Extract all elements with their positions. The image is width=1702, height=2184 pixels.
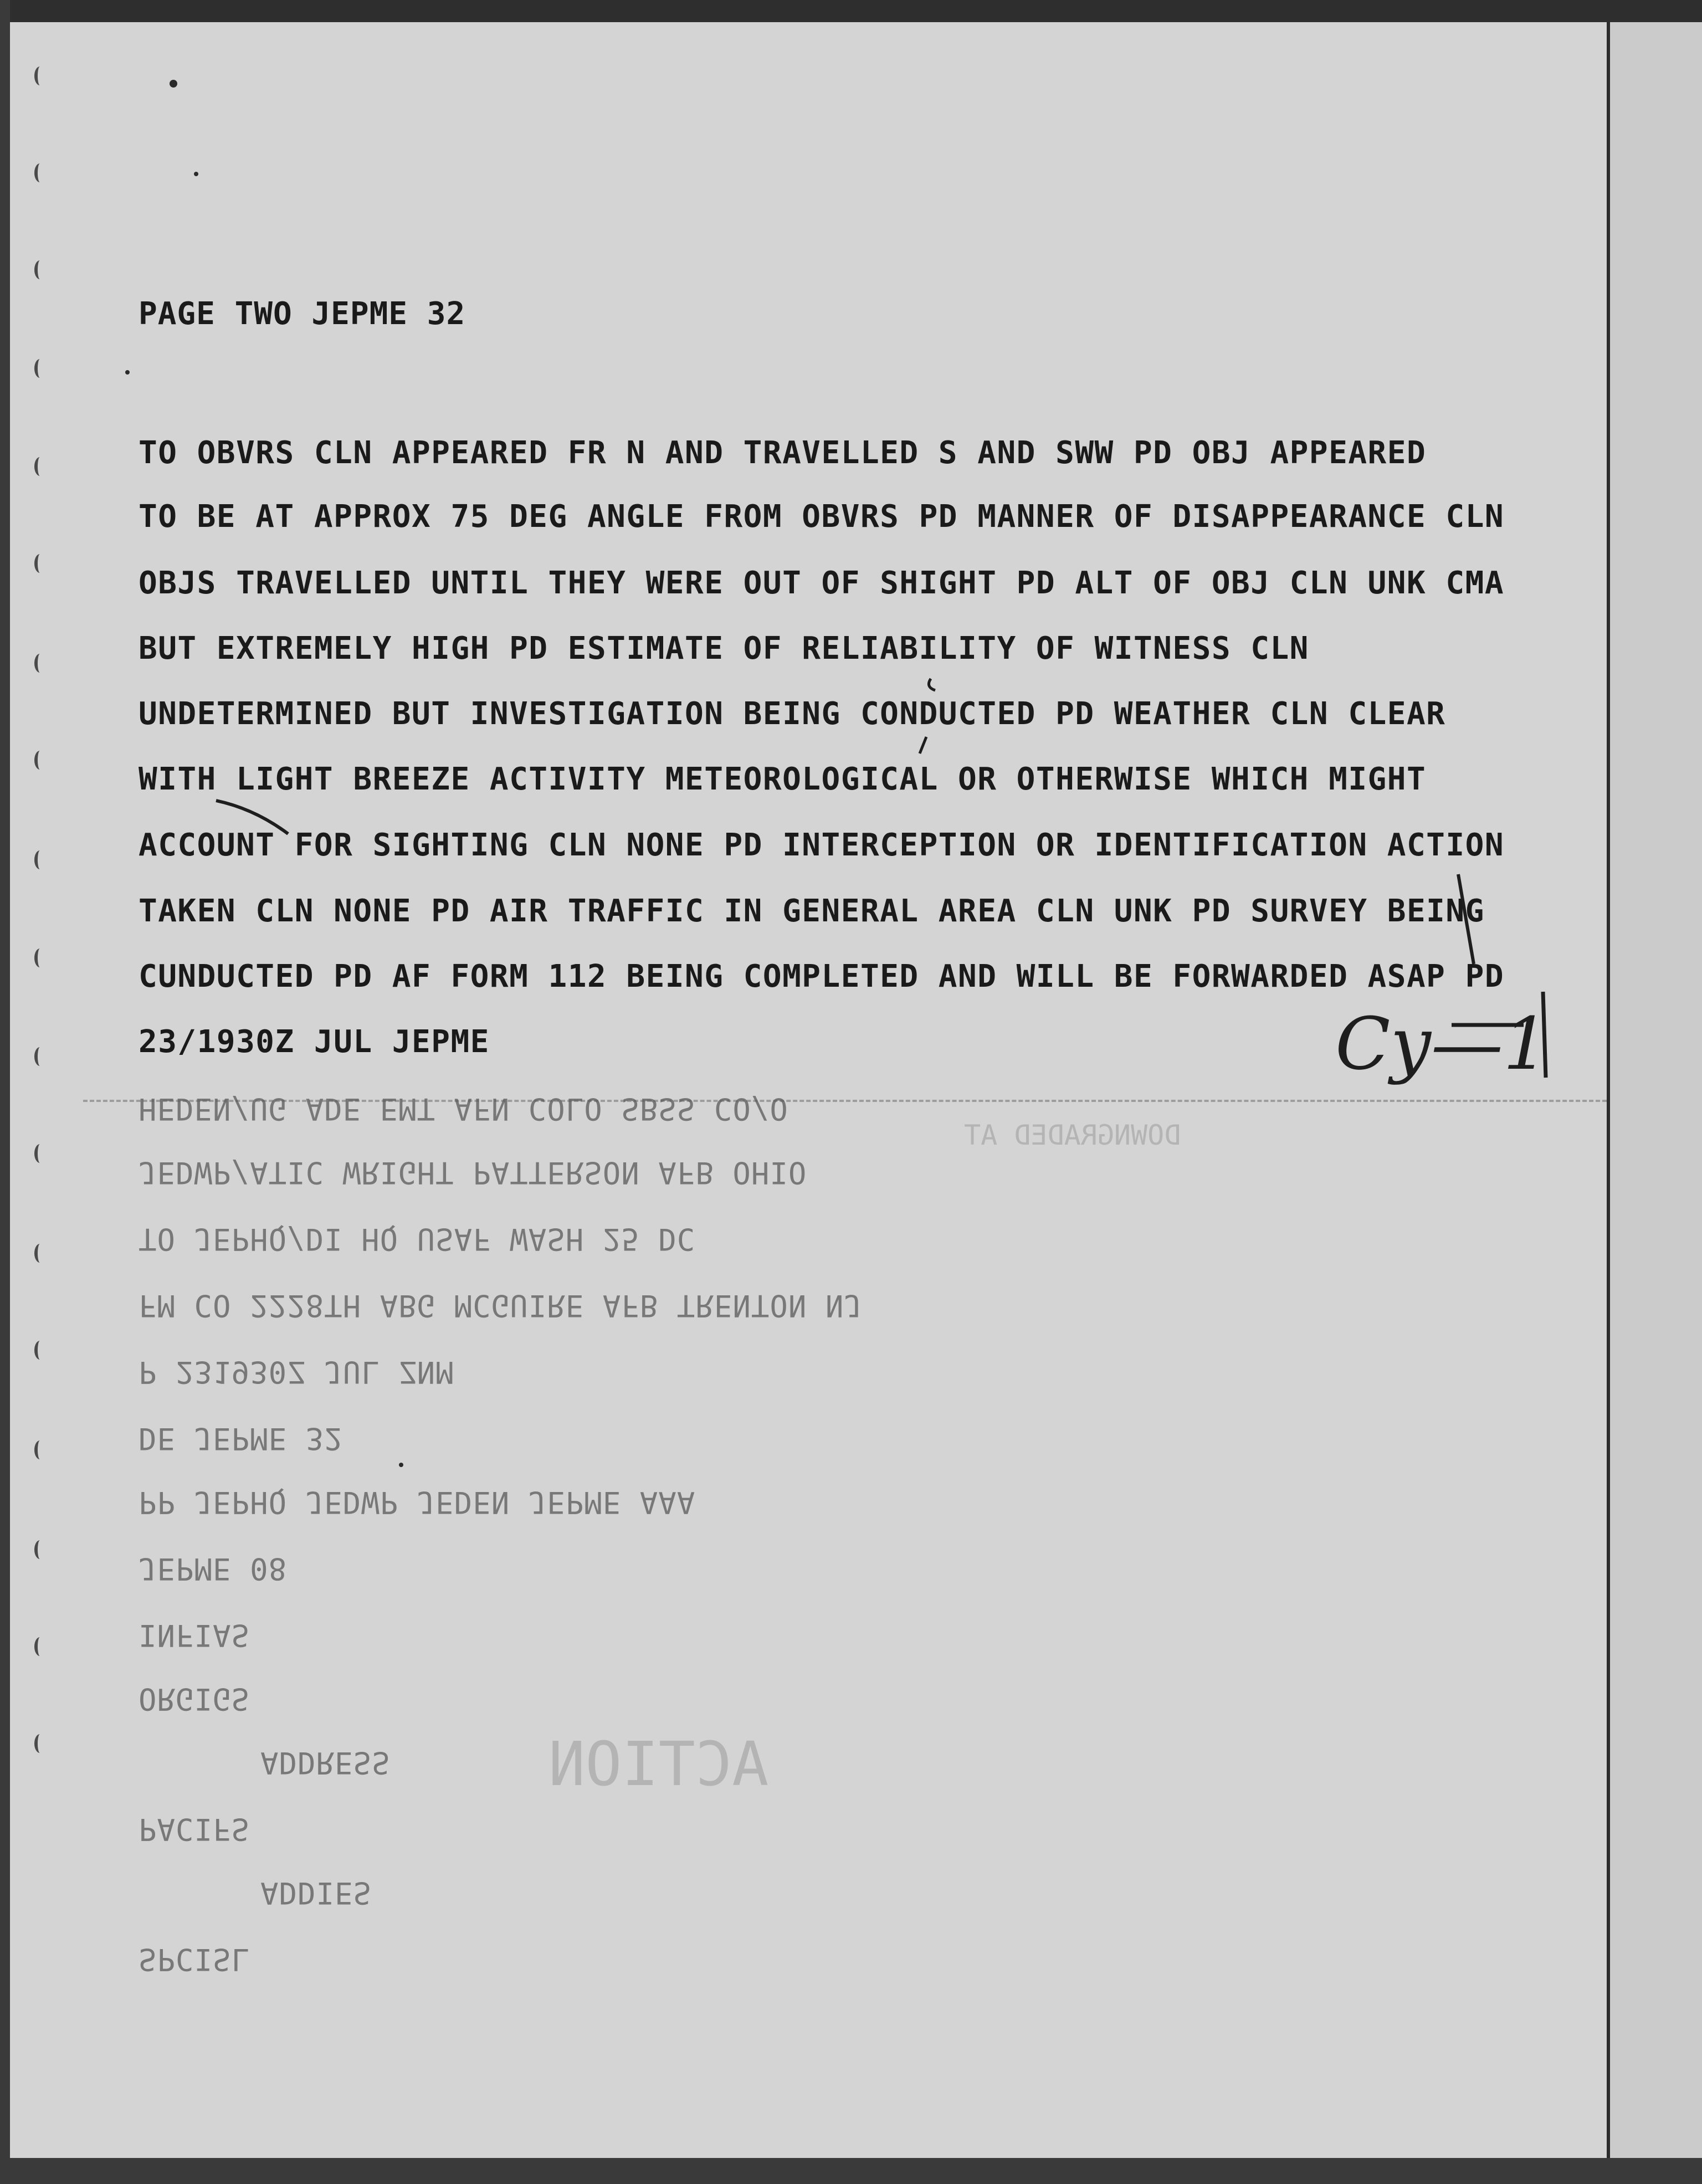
bleed-through-line: PACIFS [139, 1812, 250, 1847]
bleed-through-line: ADDRESS [260, 1745, 391, 1780]
bleed-through-line: PP JEPHQ JEDWP JEDEN JEPME AAA [139, 1485, 696, 1520]
body-line: OBJS TRAVELLED UNTIL THEY WERE OUT OF SHIGHT PD ALT OF OBJ CLN UNK CMA [139, 565, 1505, 601]
handwritten-signature: Cy—1 [1335, 1002, 1549, 1086]
bleed-through-line: P 231930Z JUL ZNM [139, 1355, 454, 1390]
bleed-through-note: ACTION [548, 1729, 769, 1800]
body-line: CUNDUCTED PD AF FORM 112 BEING COMPLETED AND WILL BE FORWARDED ASAP PD [139, 958, 1505, 994]
bleed-through-line: JEPME 08 [139, 1551, 288, 1586]
bleed-through-line: FM CO 2228TH ABG MCGUIRE AFB TRENTON NJ [139, 1288, 863, 1323]
body-line: TO OBVRS CLN APPEARED FR N AND TRAVELLED S AND SWW PD OBJ APPEARED [139, 435, 1427, 471]
bleed-through-line: ORGIGS [139, 1681, 250, 1716]
bleed-through-line: INFIAS [139, 1618, 250, 1653]
bleed-through-line: TO JEPHQ/DI HQ USAF WASH 25 DC [139, 1222, 696, 1257]
body-line: ACCOUNT FOR SIGHTING CLN NONE PD INTERCEPTION OR IDENTIFICATION ACTION [139, 827, 1505, 863]
body-line: TO BE AT APPROX 75 DEG ANGLE FROM OBVRS PD MANNER OF DISAPPEARANCE CLN [139, 499, 1505, 535]
right-margin [1610, 22, 1702, 2158]
body-line: TAKEN CLN NONE PD AIR TRAFFIC IN GENERAL AREA CLN UNK PD SURVEY BEING [139, 893, 1485, 929]
bleed-through-line: SPCISL [139, 1942, 250, 1977]
body-line: 23/1930Z JUL JEPME [139, 1024, 490, 1060]
bleed-through-line: ADDIES [260, 1875, 372, 1910]
body-line: BUT EXTREMELY HIGH PD ESTIMATE OF RELIABILITY OF WITNESS CLN [139, 630, 1309, 667]
bleed-through-line: DE JEPME 32 [139, 1421, 343, 1456]
page-heading: PAGE TWO JEPME 32 [139, 296, 466, 332]
body-line: UNDETERMINED BUT INVESTIGATION BEING CONDUCTED PD WEATHER CLN CLEAR [139, 696, 1446, 732]
bleed-through-line: HEDEN/UG ADE EMT AFN COLO SBSS CO/O [139, 1091, 788, 1126]
body-line: WITH LIGHT BREEZE ACTIVITY METEOROLOGICAL OR OTHERWISE WHICH MIGHT [139, 761, 1427, 797]
bleed-through-note: DOWNGRADED AT [964, 1119, 1181, 1151]
bleed-through-line: JEDWP/ATIC WRIGHT PATTERSON AFB OHIO [139, 1155, 807, 1190]
